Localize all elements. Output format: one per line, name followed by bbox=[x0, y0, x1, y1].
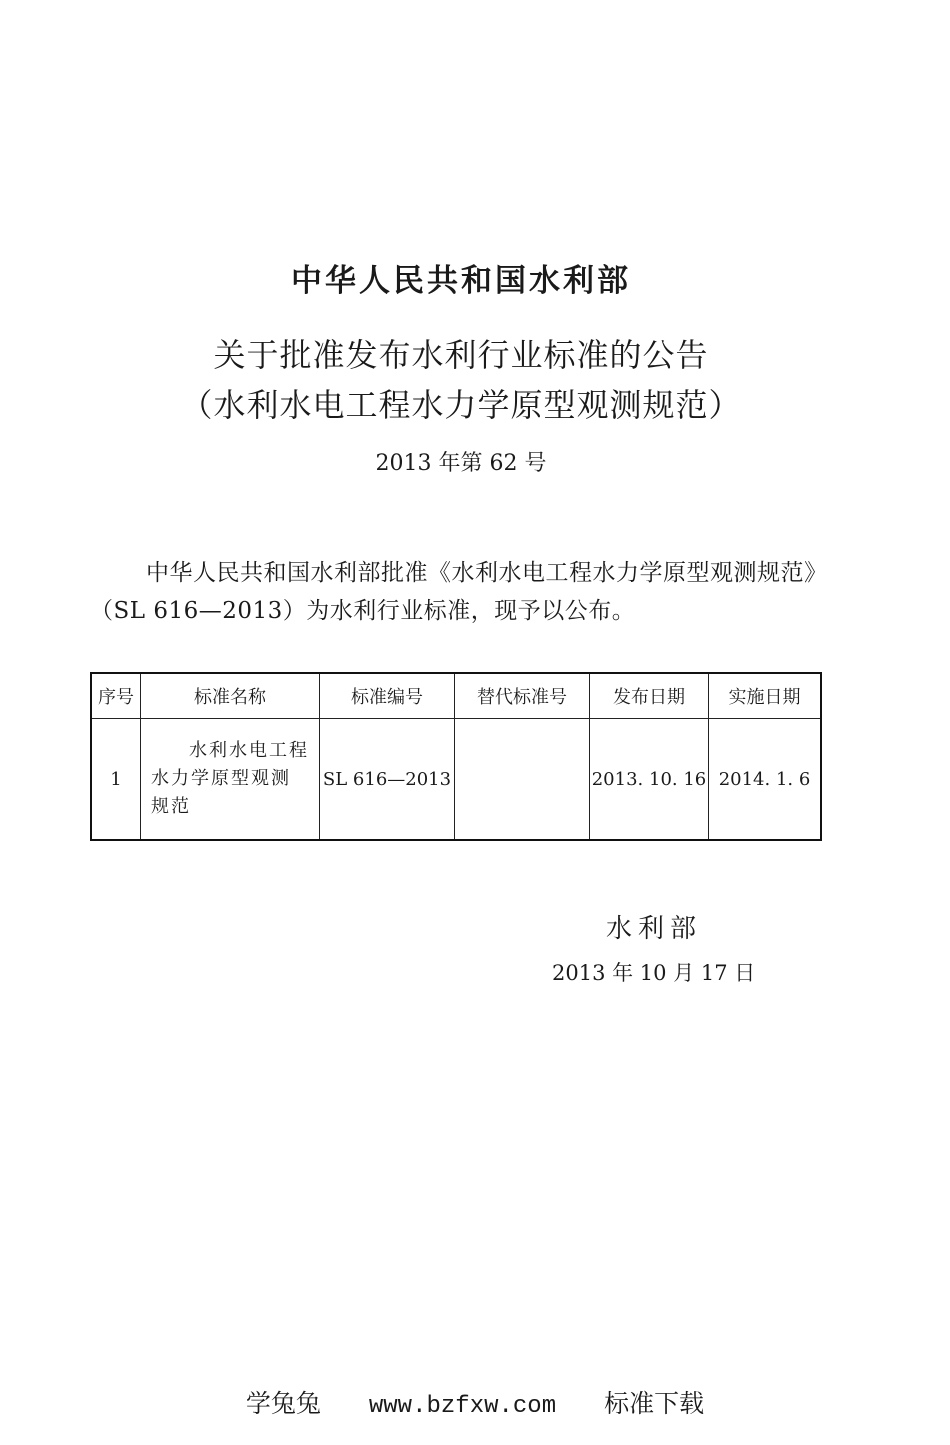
table-row bbox=[91, 719, 821, 841]
cell-name bbox=[141, 719, 320, 841]
cell-name-line: 水利水电工程 bbox=[189, 740, 309, 761]
notice-body: 中华人民共和国水利部批准《水利水电工程水力学原型观测规范》（SL 616—2013）为水利行业标准，现予以公布。 bbox=[90, 560, 828, 624]
cell-name-line: 规范 bbox=[151, 796, 191, 817]
signature-org: 水利部 bbox=[606, 914, 703, 944]
cell-replaces bbox=[455, 719, 590, 841]
cell-name-line: 水力学原型观测 bbox=[151, 768, 291, 789]
footer-slogan: 标准下载 bbox=[604, 1389, 705, 1418]
col-header-code: 标准编号 bbox=[320, 673, 455, 719]
signature-date: 2013 年 10 月 17 日 bbox=[552, 961, 756, 985]
col-header-no: 序号 bbox=[91, 673, 141, 719]
col-header-effective-date: 实施日期 bbox=[709, 673, 822, 719]
ministry-name: 中华人民共和国水利部 bbox=[291, 263, 631, 299]
cell-effective-date: 2014. 1. 6 bbox=[709, 719, 822, 841]
notice-title: 关于批准发布水利行业标准的公告 bbox=[213, 336, 709, 374]
footer-site-name: 学兔兔 bbox=[245, 1389, 321, 1418]
col-header-name: 标准名称 bbox=[141, 673, 320, 719]
issue-number: 2013 年第 62 号 bbox=[375, 451, 547, 476]
cell-code: SL 616—2013 bbox=[320, 719, 455, 841]
col-header-publish-date: 发布日期 bbox=[590, 673, 709, 719]
footer-watermark bbox=[0, 1384, 950, 1420]
notice-subtitle: （水利水电工程水力学原型观测规范） bbox=[180, 386, 742, 424]
cell-publish-date: 2013. 10. 16 bbox=[590, 719, 709, 841]
cell-no: 1 bbox=[91, 719, 141, 841]
col-header-replaces: 替代标准号 bbox=[455, 673, 590, 719]
standards-table bbox=[90, 672, 822, 841]
table-header-row bbox=[91, 673, 821, 719]
footer-url[interactable]: www.bzfxw.com bbox=[368, 1393, 557, 1420]
